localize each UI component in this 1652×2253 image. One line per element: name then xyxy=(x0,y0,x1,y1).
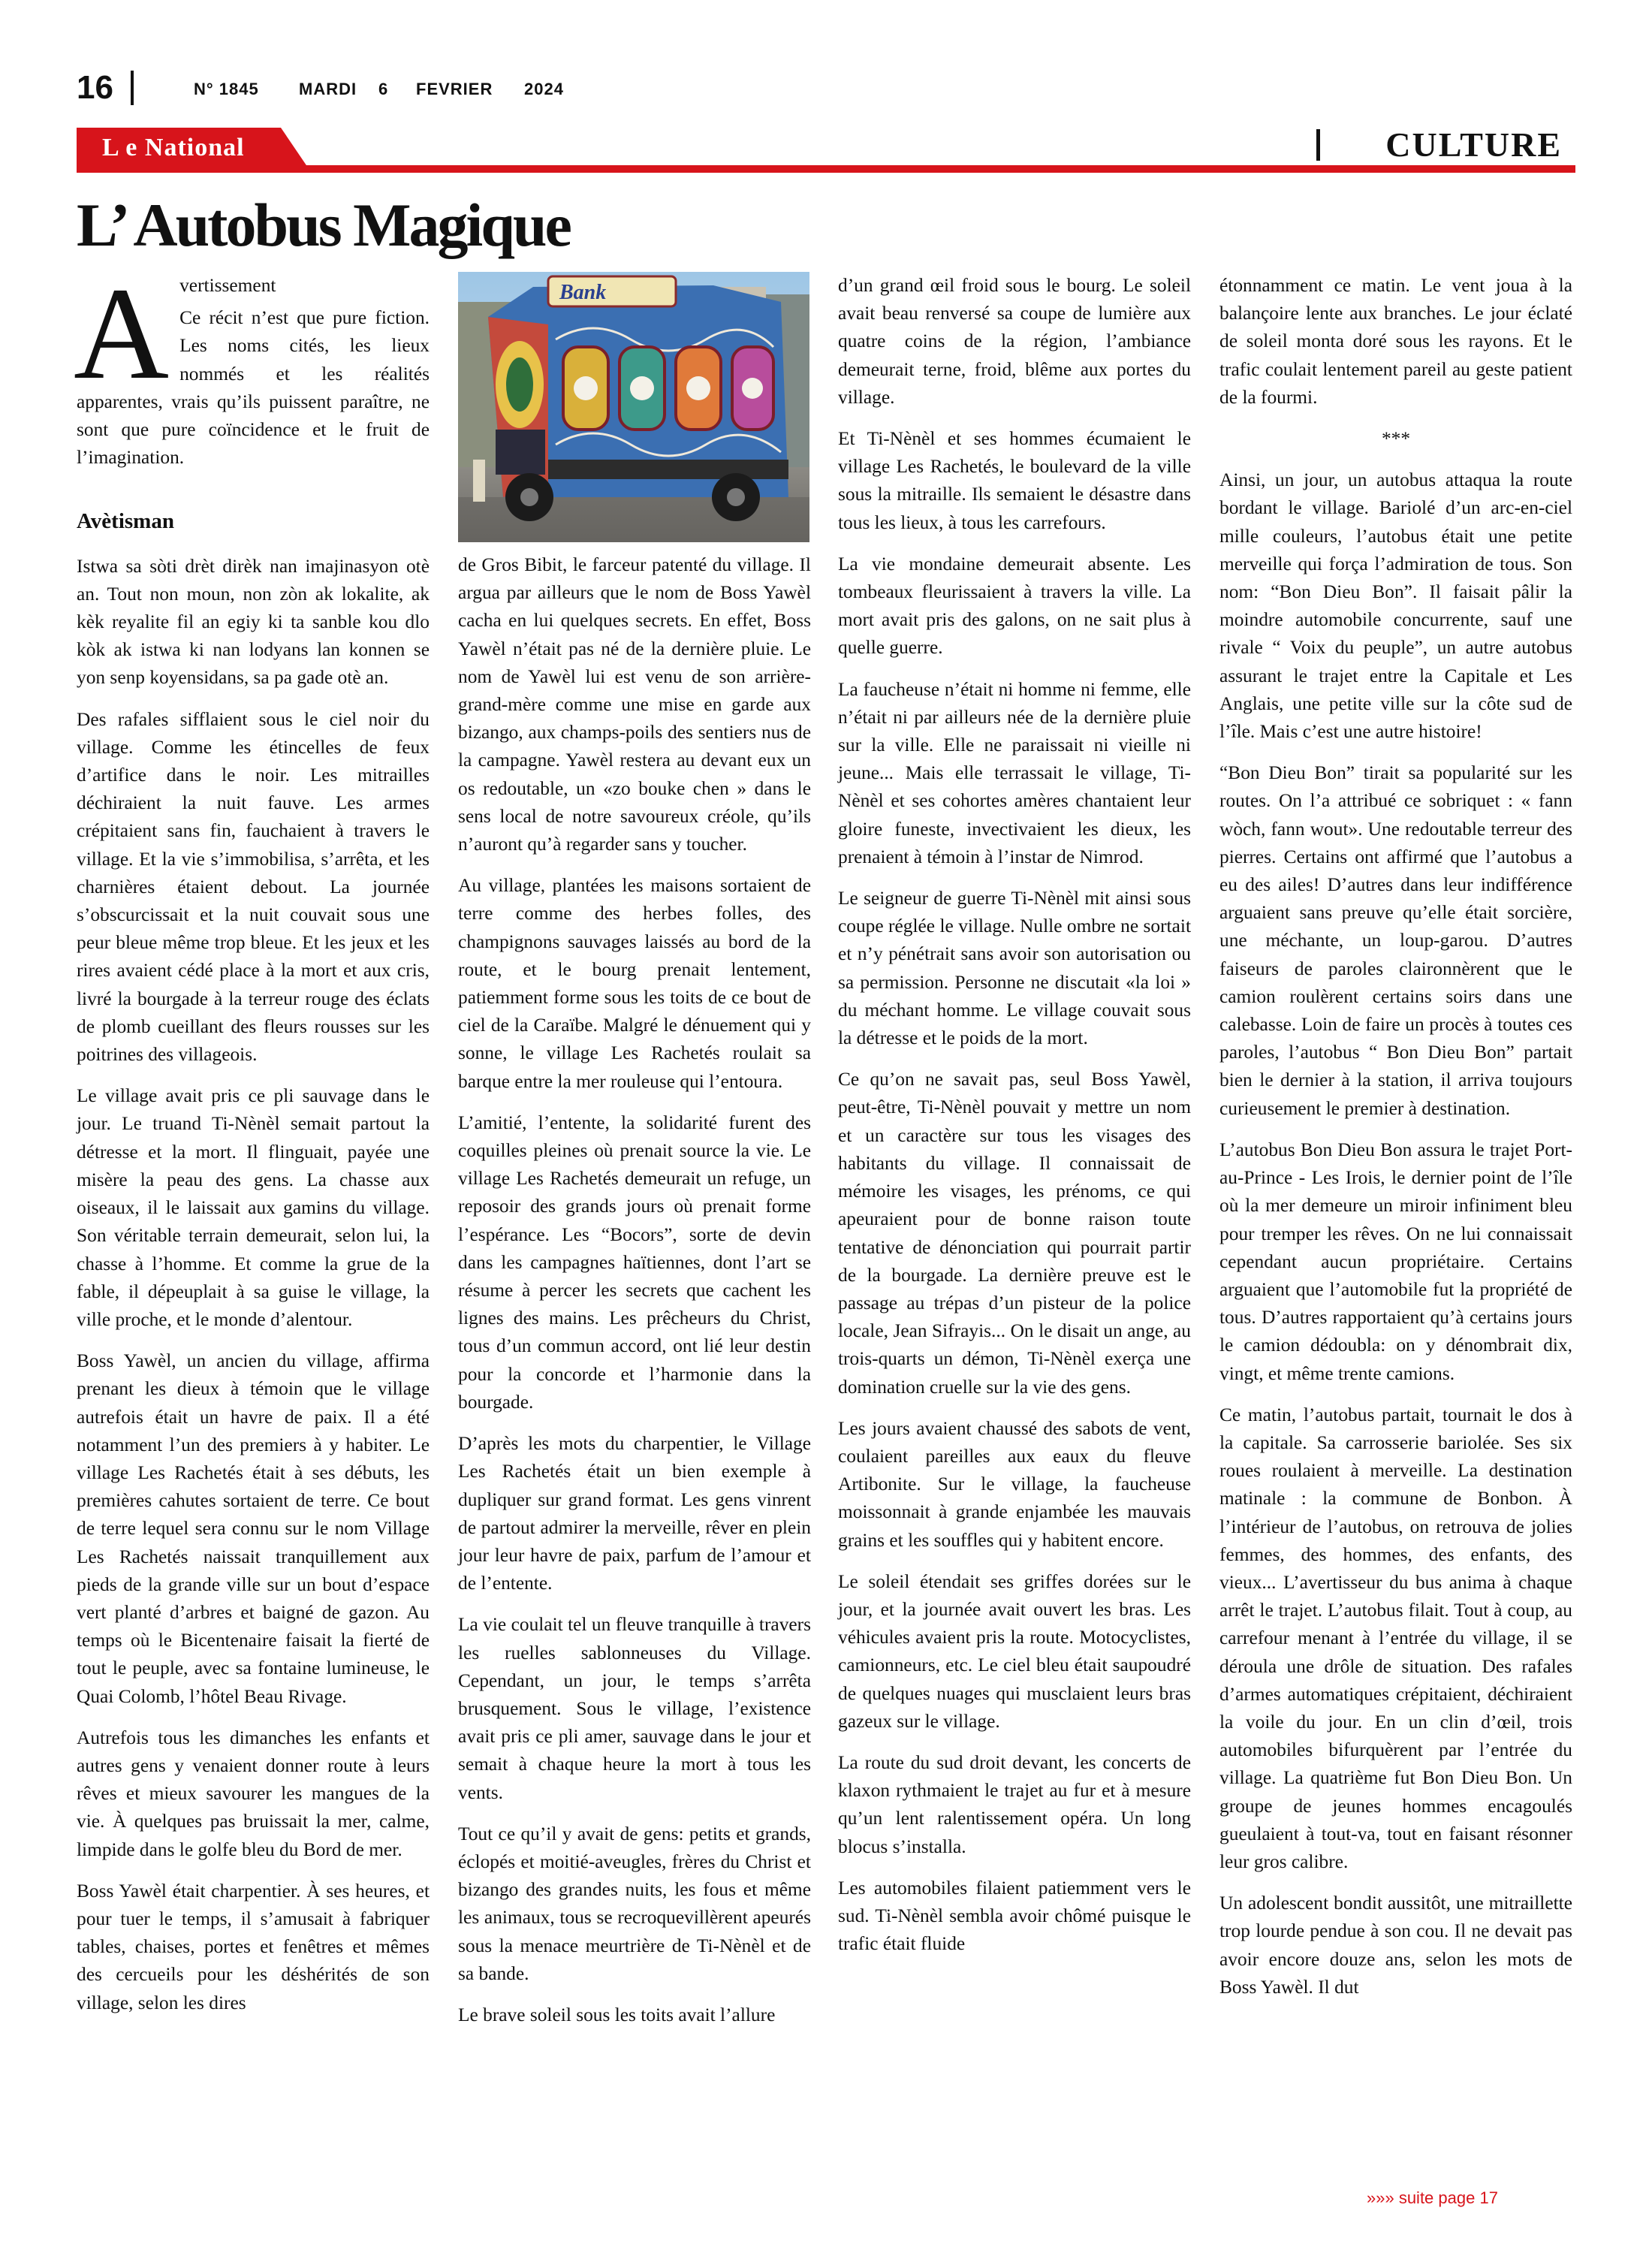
paragraph: La faucheuse n’était ni homme ni femme, elle n’était ni par ailleurs née de la dernière pluie sur la ville. Elle ne paraissait ni vieille ni jeune... Mais elle terrassait le village, Ti-Nènèl et ses cohortes amères chantaient leur gloire funeste, invectivaient les dieux, les prenaient à témoin à l’instar de Nimrod. xyxy=(838,678,1191,867)
paragraph: d’un grand œil froid sous le bourg. Le soleil avait beau renversé sa coupe de lumière aux quatre coins de la région, l’ambiance demeurait terne, froid, blême aux portes du village. xyxy=(838,275,1191,408)
masthead xyxy=(77,69,1578,114)
paragraph: Istwa sa sòti drèt dirèk nan imajinasyon otè an. Tout non moun, non zòn ak lokalite, ak kèk reyalite fil an egiy ki ta sanble kou dlo kòk ak istwa ki nan lodyans lan konnen se yon senp koyensidans, sa pa gade otè an. xyxy=(77,555,430,689)
section-band xyxy=(77,125,1575,173)
paragraph: Boss Yawèl, un ancien du village, affirma prenant les dieux à témoin que le village autrefois était un havre de paix. Il a été notamment l’un des premiers à y habiter. Le village Les Rachetés était à ses débuts, les premières cahutes sortaient de terre. Ce bout de terre lequel sera connu sur le nom Village Les Rachetés naissait tranquillement aux pieds de la grande ville sur un bout d’espace vert planté d’arbres et baigné de gazon. Au temps où le Bicentenaire faisait la fierté de tout le peuple, avec sa fontaine lumineuse, le Quai Colomb, l’hôtel Beau Rivage. xyxy=(77,1350,430,1707)
paragraph: Le soleil étendait ses griffes dorées sur le jour, et la journée avait ouvert les bras. Les véhicules avaient pris la route. Motocyclistes, camionneurs, etc. Le ciel bleu était saupoudré de quelques nuages qui musclaient leurs bras gazeux sur le village. xyxy=(838,1570,1191,1732)
paragraph: D’après les mots du charpentier, le Village Les Rachetés était un bien exemple à dupliquer sur grand format. Les gens vinrent de partout admirer la merveille, rêver en plein jour leur havre de paix, parfum de l’amour et de l’entente. xyxy=(458,1433,811,1594)
section-rule xyxy=(77,165,1575,173)
paragraph: La route du sud droit devant, les concerts de klaxon rythmaient le trajet au fur et à mesure qu’un lent ralentissement opéra. Un long blocus s’installa. xyxy=(838,1751,1191,1857)
creole-subheading: Avètisman xyxy=(77,509,174,534)
article-column-4 xyxy=(1219,272,1572,2015)
paragraph: Ce matin, l’autobus partait, tournait le dos à la capitale. Sa carrosserie bariolée. Ses six roues roulaient à merveille. La destination matinale : la commune de Bonbon. À l’intérieur de l’autobus, on retrouva de jolies femmes, des hommes, des enfants, des vieux... L’avertisseur du bus anima à chaque arrêt le trajet. L’autobus filait. Tout à coup, au carrefour menant à l’entrée du village, il se déroula une drôle de situation. Des rafales d’armes automatiques crépitaient, déchiraient la voile du jour. En un clin d’œil, trois automobiles bifurquèrent par l’entrée du village. La quatrième fut Bon Dieu Bon. Un groupe de jeunes hommes encagoulés gueulaient à tout-va, tout en faisant résonner leur gros calibre. xyxy=(1219,1404,1572,1872)
issue-month: FEVRIER xyxy=(416,80,493,98)
issue-weekday: MARDI xyxy=(299,80,357,98)
paragraph: Ce qu’on ne savait pas, seul Boss Yawèl, peut-être, Ti-Nènèl pouvait y mettre un nom et un caractère sur tous les visages des habitants du village. Il connaissait de mémoire les visages, les prénoms, ce qui apeuraient pour de bonne raison toute tentative de dénonciation qui pourrait partir de la bourgade. La dernière preuve est le passage au trépas d’un pisteur de la police locale, Jean Sifrayis... On le disait un ange, au trois-quarts un démon, Ti-Nènèl exerça une domination cruelle sur la vie des gens. xyxy=(838,1069,1191,1398)
issue-year: 2024 xyxy=(524,80,564,98)
bus-photo xyxy=(458,272,809,542)
paragraph: Tout ce qu’il y avait de gens: petits et grands, éclopés et moitié-aveugles, frères du Christ et bizango des grandes nuits, les fous et même les animaux, tous se recroquevillèrent apeurés sous la menace meurtrière de Ti-Nènèl et de sa bande. xyxy=(458,1823,811,1984)
paragraph: La vie coulait tel un fleuve tranquille à travers les ruelles sablonneuses du Village. Cependant, un jour, le temps s’arrêta brusquement. Sous le village, l’existence avait pris ce pli amer, sauvage dans le jour et semait à chaque heure la mort à tous les vents. xyxy=(458,1614,811,1803)
paragraph: Au village, plantées les maisons sortaient de terre comme des herbes folles, des champignons sauvages laissés au bord de la route, et le bourg prenait lentement, patiemment forme sous les toits de ce bout de ciel de la Caraïbe. Malgré le dénuement qui y sonne, le village Les Rachetés roulait sa barque entre la mer rouleuse qui l’entoura. xyxy=(458,875,811,1092)
paragraph: de Gros Bibit, le farceur patenté du village. Il argua par ailleurs que le nom de Boss Yawèl cacha en lui quelques secrets. En effet, Boss Yawèl n’était pas né de la dernière pluie. Le nom de Yawèl lui est venu de son arrière-grand-mère comme une mise en garde aux bizango, aux champs-poils des sentiers nus de la campagne. Yawèl restera au devant eux un os redoutable, un «zo bouke chen » dans le sens local de notre savoureux créole, qu’ils n’auront qu’à regarder sans y toucher. xyxy=(458,554,811,855)
paragraph: Ce récit n’est que pure fiction. Les noms cités, les lieux nommés et les réalités apparentes, vrais qu’ils puissent paraître, ne sont que pure coïncidence et le fruit de l’imagination. xyxy=(77,307,430,469)
paragraph: Les jours avaient chaussé des sabots de vent, coulaient pareilles aux eaux du fleuve Artibonite. Sur le village, la faucheuse moissonnait à grande enjambée les mauvais grains et les souffles qui y habitent encore. xyxy=(838,1417,1191,1551)
paragraph: étonnamment ce matin. Le vent joua à la balançoire lente aux branches. Le jour éclaté de soleil monta doré sous les rayons. Et le trafic coulait lentement pareil au geste patient de la fourmi. xyxy=(1219,275,1572,408)
paragraph: Le village avait pris ce pli sauvage dans le jour. Le truand Ti-Nènèl semait partout la détresse et la mort. Il flinguait, payée une misère la peau des gens. La chasse aux oiseaux, il le laissait aux gamins du village. Son véritable terrain demeurait, selon lui, la chasse à l’homme. Et comme la grue de la fable, il dépeuplait à sa guise le village, la ville proche, et le monde d’alentour. xyxy=(77,1085,430,1330)
article-headline: L’ Autobus Magique xyxy=(77,191,570,259)
photo-sign-text: Bank xyxy=(559,281,607,304)
warning-heading: vertissement xyxy=(179,275,276,296)
paragraph: L’amitié, l’entente, la solidarité furent des coquilles pleines où prenait source la vie. Le village Les Rachetés demeurait un refuge, un reposoir des grands jours où prenait forme l’espérance. Les “Bocors”, sorte de devin dans les campagnes haïtiennes, dont l’art se résume à percer les secrets que cachent les lignes des mains. Les prêcheurs du Christ, tous d’un commun accord, ont lié leur destin pour la concorde et l’harmonie dans la bourgade. xyxy=(458,1111,811,1413)
article-column-3 xyxy=(838,272,1191,1971)
paragraph: Le seigneur de guerre Ti-Nènèl mit ainsi sous coupe réglée le village. Nulle ombre ne sortait et n’y pénétrait sans avoir son autorisation ou sa permission. Personne ne discutait «la loi » du méchant homme. Le village couvait sous la détresse et le poids de la mort. xyxy=(838,888,1191,1049)
paragraph: Autrefois tous les dimanches les enfants et autres gens y venaient donner route à leurs rêves et mieux savourer les mangues de la vie. À quelques pas bruissait la mer, calme, limpide dans le golfe bleu du Bord de mer. xyxy=(77,1727,430,1860)
section-break: *** xyxy=(1381,428,1411,450)
issue-number: N° 1845 xyxy=(194,80,259,98)
paragraph: Le brave soleil sous les toits avait l’allure xyxy=(458,2004,776,2025)
article-column-1 xyxy=(74,261,430,2031)
article-column-2 xyxy=(458,551,811,2043)
paragraph: Ainsi, un jour, un autobus attaqua la route bordant le village. Bariolé d’un arc-en-ciel mille couleurs, l’autobus était une petite merveille qui força l’admiration de tous. Son nom: “Bon Dieu Bon”. Il faisait pâlir la moindre automobile concurrente, sauf une rivale “ Voix du peuple”, un autre autobus assurant le trajet entre la Capitale et Les Anglais, une petite ville sur la côte sud de l’île. Mais c’est une autre histoire! xyxy=(1219,469,1572,743)
tap-tap-bus-illustration xyxy=(458,272,809,542)
section-title: CULTURE xyxy=(1385,125,1562,164)
paragraph: “Bon Dieu Bon” tirait sa popularité sur les routes. On l’a attribué ce sobriquet : « fann wòch, fann wout». Une redoutable terreur des pierres. Certains ont affirmé que l’autobus a eu des ailes! D’autres dans leur indifférence arguaient sans preuve qu’elle était sorcière, une méchante, un loup-garou. D’autres faiseurs de paroles claironnèrent que le camion roulèrent certains soirs dans une calebasse. Loin de faire un procès à toutes ces paroles, l’autobus “ Bon Dieu Bon” partait bien le dernier à la station, il arriva toujours curieusement le premier à destination. xyxy=(1219,762,1572,1119)
drop-cap: A xyxy=(74,261,170,407)
paper-name: L e National xyxy=(102,134,245,161)
paragraph: L’autobus Bon Dieu Bon assura le trajet Port-au-Prince - Les Irois, le dernier point de l’île où la mer demeure un miroir infiniment bleu pour tremper les rêves. On ne lui connaissait cependant aucun propriétaire. Certains arguaient que l’automobile fut la propriété de tous. D’autres rapportaient qu’à certains jours le camion dédoubla: on y dénombrait dix, vingt, et même trente camions. xyxy=(1219,1139,1572,1384)
paragraph: Un adolescent bondit aussitôt, une mitraillette trop lourde pendue à son cou. Il ne devait pas avoir encore douze ans, selon les mots de Boss Yawèl. Il dut xyxy=(1219,1893,1572,1998)
section-divider xyxy=(1316,129,1320,161)
paragraph: La vie mondaine demeurait absente. Les tombeaux fleurissaient à travers la ville. La mort avait pris des galons, on ne sait plus à quelle guerre. xyxy=(838,553,1191,659)
continuation-link[interactable]: »»» suite page 17 xyxy=(1367,2188,1498,2207)
issue-day: 6 xyxy=(378,80,389,98)
paragraph: Des rafales sifflaient sous le ciel noir du village. Comme les étincelles de feux d’artifice dans le noir. Les mitrailles déchiraient la nuit fauve. Les armes crépitaient sans fin, fauchaient à travers le village. Et la vie s’immobilisa, s’arrêta, et les charnières étaient debout. La journée s’obscurcissait et la nuit couvait sous une peur bleue même trop bleue. Et les jeux et les rires avaient cédé place à la mort et aux cris, livré la bourgade à la terreur rouge des éclats de plomb cueillant des fleurs rousses sur les poitrines des villageois. xyxy=(77,708,430,1066)
page-number: 16 xyxy=(77,69,113,106)
page-number-divider xyxy=(131,71,134,105)
paragraph: Boss Yawèl était charpentier. À ses heures, et pour tuer le temps, il s’amusait à fabriquer tables, chaises, portes et fenêtres et mêmes des cercueils pour les déshérités de son village, selon les dires xyxy=(77,1880,430,2013)
paragraph: Et Ti-Nènèl et ses hommes écumaient le village Les Rachetés, le boulevard de la ville sous la mitraille. Ils semaient le désastre dans tous les lieux, à tous les carrefours. xyxy=(838,428,1191,533)
paragraph: Les automobiles filaient patiemment vers le sud. Ti-Nènèl sembla avoir chômé puisque le trafic était fluide xyxy=(838,1877,1191,1955)
